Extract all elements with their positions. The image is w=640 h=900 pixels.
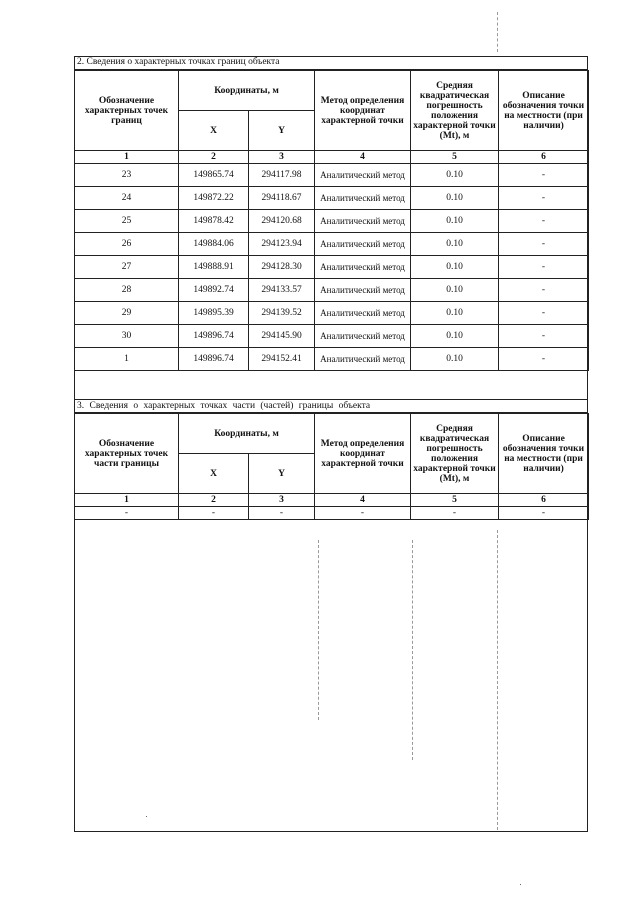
section-2-table bbox=[74, 70, 589, 371]
coord-x: 149896.74 bbox=[179, 325, 249, 348]
column-number: 1 bbox=[75, 151, 179, 164]
coord-x: - bbox=[179, 507, 249, 520]
table-row bbox=[75, 325, 589, 348]
header-x: X bbox=[179, 454, 249, 494]
method-text: Аналитический метод bbox=[320, 308, 405, 318]
column-number: 2 bbox=[179, 151, 249, 164]
method-cell bbox=[315, 210, 411, 233]
description-value: - bbox=[499, 256, 589, 279]
table-row bbox=[75, 187, 589, 210]
scan-artifact-line bbox=[497, 530, 498, 830]
table-row bbox=[75, 210, 589, 233]
column-number: 6 bbox=[499, 151, 589, 164]
point-id: 1 bbox=[75, 348, 179, 371]
header-error: Средняя квадратическая погрешность положения характерной точки (Mt), м bbox=[411, 71, 499, 151]
header-method: Метод определения координат характерной точки bbox=[315, 414, 411, 494]
coord-y: 294117.98 bbox=[249, 164, 315, 187]
description-value: - bbox=[499, 507, 589, 520]
coord-x: 149865.74 bbox=[179, 164, 249, 187]
description-value: - bbox=[499, 279, 589, 302]
header-error: Средняя квадратическая погрешность положения характерной точки (Mt), м bbox=[411, 414, 499, 494]
method-cell bbox=[315, 302, 411, 325]
method-cell bbox=[315, 256, 411, 279]
table-row bbox=[75, 256, 589, 279]
header-method: Метод определения координат характерной точки bbox=[315, 71, 411, 151]
coord-y: 294120.68 bbox=[249, 210, 315, 233]
method-cell bbox=[315, 279, 411, 302]
method-text: Аналитический метод bbox=[320, 193, 405, 203]
coord-x: 149884.06 bbox=[179, 233, 249, 256]
description-value: - bbox=[499, 187, 589, 210]
coord-x: 149896.74 bbox=[179, 348, 249, 371]
mt-value: 0.10 bbox=[411, 187, 499, 210]
scan-speck bbox=[520, 884, 521, 885]
method-text: Аналитический метод bbox=[320, 285, 405, 295]
scan-artifact-line bbox=[412, 540, 413, 760]
coord-y: 294128.30 bbox=[249, 256, 315, 279]
header-description: Описание обозначения точки на местности (при наличии) bbox=[499, 71, 589, 151]
method-cell bbox=[315, 325, 411, 348]
coord-x: 149895.39 bbox=[179, 302, 249, 325]
point-id: 25 bbox=[75, 210, 179, 233]
description-value: - bbox=[499, 233, 589, 256]
description-value: - bbox=[499, 302, 589, 325]
point-id: 27 bbox=[75, 256, 179, 279]
column-number: 2 bbox=[179, 494, 249, 507]
table-row bbox=[75, 302, 589, 325]
method-text: Аналитический метод bbox=[320, 216, 405, 226]
method-text: Аналитический метод bbox=[320, 239, 405, 249]
mt-value: 0.10 bbox=[411, 210, 499, 233]
mt-value: 0.10 bbox=[411, 233, 499, 256]
table-row bbox=[75, 507, 589, 520]
coord-x: 149872.22 bbox=[179, 187, 249, 210]
method-text: Аналитический метод bbox=[320, 170, 405, 180]
section-2-title: 2. Сведения о характерных точках границ объекта bbox=[74, 56, 588, 70]
column-number: 3 bbox=[249, 494, 315, 507]
coord-x: 149878.42 bbox=[179, 210, 249, 233]
coord-y: 294118.67 bbox=[249, 187, 315, 210]
coord-y: 294133.57 bbox=[249, 279, 315, 302]
point-id: 28 bbox=[75, 279, 179, 302]
description-value: - bbox=[499, 325, 589, 348]
method-cell bbox=[315, 348, 411, 371]
table-row bbox=[75, 348, 589, 371]
column-number: 5 bbox=[411, 494, 499, 507]
column-number: 5 bbox=[411, 151, 499, 164]
column-number: 3 bbox=[249, 151, 315, 164]
column-number: 1 bbox=[75, 494, 179, 507]
section-3-table bbox=[74, 413, 589, 520]
coord-y: 294152.41 bbox=[249, 348, 315, 371]
method-cell bbox=[315, 233, 411, 256]
scan-artifact-line bbox=[497, 12, 498, 52]
coord-x: 149888.91 bbox=[179, 256, 249, 279]
description-value: - bbox=[499, 210, 589, 233]
mt-value: 0.10 bbox=[411, 256, 499, 279]
method-cell bbox=[315, 164, 411, 187]
mt-value: 0.10 bbox=[411, 302, 499, 325]
coord-y: 294145.90 bbox=[249, 325, 315, 348]
column-number: 4 bbox=[315, 494, 411, 507]
header-coordinates: Координаты, м bbox=[179, 414, 315, 454]
scan-speck bbox=[146, 816, 147, 817]
point-id: 23 bbox=[75, 164, 179, 187]
coord-y: 294139.52 bbox=[249, 302, 315, 325]
header-x: X bbox=[179, 111, 249, 151]
point-id: 24 bbox=[75, 187, 179, 210]
header-description: Описание обозначения точки на местности (при наличии) bbox=[499, 414, 589, 494]
method-text: Аналитический метод bbox=[320, 331, 405, 341]
method-text: Аналитический метод bbox=[320, 354, 405, 364]
header-y: Y bbox=[249, 454, 315, 494]
table-row bbox=[75, 233, 589, 256]
section-3-title: 3. Сведения о характерных точках части (частей) границы объекта bbox=[74, 399, 588, 413]
method-cell: - bbox=[315, 507, 411, 520]
point-id: 26 bbox=[75, 233, 179, 256]
header-coordinates: Координаты, м bbox=[179, 71, 315, 111]
mt-value: 0.10 bbox=[411, 164, 499, 187]
mt-value: 0.10 bbox=[411, 348, 499, 371]
description-value: - bbox=[499, 164, 589, 187]
column-number: 4 bbox=[315, 151, 411, 164]
coord-y: - bbox=[249, 507, 315, 520]
header-designation: Обозначение характерных точек границ bbox=[75, 71, 179, 151]
point-id: 29 bbox=[75, 302, 179, 325]
table-row bbox=[75, 279, 589, 302]
table-row bbox=[75, 164, 589, 187]
coord-y: 294123.94 bbox=[249, 233, 315, 256]
header-designation: Обозначение характерных точек части границы bbox=[75, 414, 179, 494]
coord-x: 149892.74 bbox=[179, 279, 249, 302]
mt-value: - bbox=[411, 507, 499, 520]
column-number: 6 bbox=[499, 494, 589, 507]
point-id: - bbox=[75, 507, 179, 520]
header-y: Y bbox=[249, 111, 315, 151]
point-id: 30 bbox=[75, 325, 179, 348]
scan-artifact-line bbox=[318, 540, 319, 720]
method-text: Аналитический метод bbox=[320, 262, 405, 272]
mt-value: 0.10 bbox=[411, 279, 499, 302]
method-cell bbox=[315, 187, 411, 210]
mt-value: 0.10 bbox=[411, 325, 499, 348]
description-value: - bbox=[499, 348, 589, 371]
